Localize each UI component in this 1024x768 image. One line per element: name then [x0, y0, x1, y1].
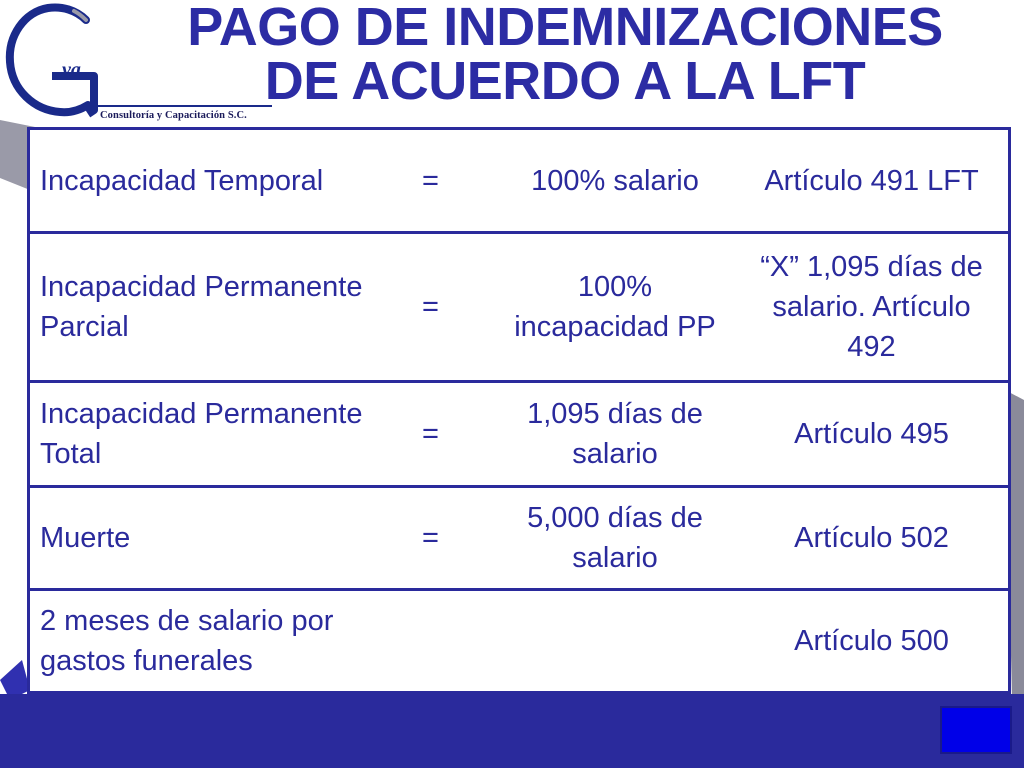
- cell-reference: “X” 1,095 días de salario. Artículo 492: [735, 234, 1008, 380]
- cell-concept: Incapacidad Permanente Total: [30, 383, 422, 485]
- cell-amount: 100% incapacidad PP: [495, 234, 735, 380]
- cell-operator: =: [422, 234, 495, 380]
- cell-reference: Artículo 502: [735, 488, 1008, 588]
- footer-square: [940, 706, 1012, 754]
- cell-amount: 1,095 días de salario: [495, 383, 735, 485]
- indemnity-table-grid: [30, 127, 1008, 694]
- cell-concept: Muerte: [30, 488, 422, 588]
- cell-reference: Artículo 495: [735, 383, 1008, 485]
- table-row: [30, 234, 1008, 380]
- table-row: [30, 383, 1008, 485]
- logo-letters: va: [62, 59, 81, 81]
- title-line-1: PAGO DE INDEMNIZACIONES: [187, 0, 943, 57]
- indemnity-table: [27, 127, 1011, 695]
- cell-amount: 100% salario: [495, 130, 735, 231]
- logo-subtitle: Consultoría y Capacitación S.C.: [100, 110, 247, 121]
- cell-operator: [422, 591, 495, 691]
- cell-amount: 5,000 días de salario: [495, 488, 735, 588]
- title-line-2: DE ACUERDO A LA LFT: [264, 51, 866, 111]
- cell-reference: Artículo 491 LFT: [735, 130, 1008, 231]
- cell-amount: [495, 591, 735, 691]
- cell-concept: 2 meses de salario por gastos funerales: [30, 591, 422, 691]
- table-row: [30, 488, 1008, 588]
- cell-concept: Incapacidad Permanente Parcial: [30, 234, 422, 380]
- footer-band: [0, 694, 1024, 768]
- table-row: [30, 130, 1008, 231]
- cell-operator: =: [422, 130, 495, 231]
- cell-concept: Incapacidad Temporal: [30, 130, 422, 231]
- cell-operator: =: [422, 383, 495, 485]
- table-row: [30, 591, 1008, 691]
- cell-reference: Artículo 500: [735, 591, 1008, 691]
- cell-operator: =: [422, 488, 495, 588]
- page-title: [100, 0, 1024, 111]
